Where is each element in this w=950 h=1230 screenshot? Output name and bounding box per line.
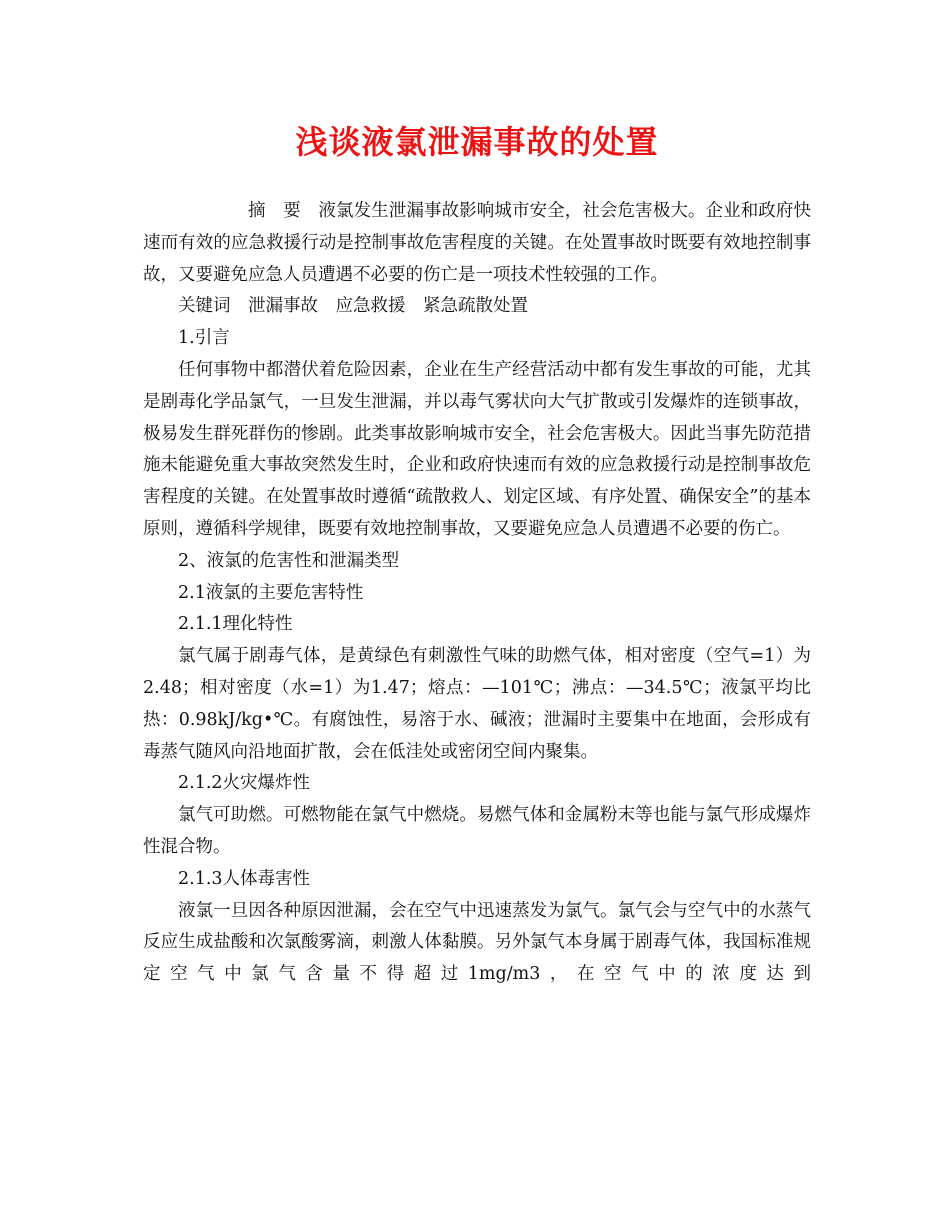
subsection-heading-fire-explosion: 2.1.2火灾爆炸性	[178, 773, 311, 794]
fire-explosion-paragraph: 氯气可助燃。可燃物能在氯气中燃烧。易燃气体和金属粉末等也能与氯气形成爆炸性混合物。	[143, 805, 811, 857]
document-title: 浅谈液氯泄漏事故的处置	[295, 123, 659, 161]
toxicity-paragraph: 液氯一旦因各种原因泄漏，会在空气中迅速蒸发为氯气。氯气会与空气中的水蒸气反应生成盐酸和次氯酸雾滴，刺激人体黏膜。另外氯气本身属于剧毒气体，我国标准规定空气中氯气含量不得超过1mg/m3，在空气中的浓度达到	[143, 900, 811, 985]
subsection-heading-toxicity: 2.1.3人体毒害性	[178, 868, 311, 889]
introduction-paragraph: 任何事物中都潜伏着危险因素，企业在生产经营活动中都有发生事故的可能，尤其是剧毒化学品氯气，一旦发生泄漏，并以毒气雾状向大气扩散或引发爆炸的连锁事故，极易发生群死群伤的惨剧。此类事故影响城市安全，社会危害极大。因此当事先防范措施未能避免重大事故突然发生时，企业和政府快速而有效的应急救援行动是控制事故危害程度的关键。在处置事故时遵循“疏散救人、划定区域、有序处置、确保安全”的基本原则，遵循科学规律，既要有效地控制事故，又要避免应急人员遭遇不必要的伤亡。	[143, 359, 811, 539]
physical-chemical-paragraph: 氯气属于剧毒气体，是黄绿色有刺激性气味的助燃气体，相对密度（空气=1）为2.48；相对密度（水=1）为1.47；熔点：—101℃；沸点：—34.5℃；液氯平均比热：0.98kJ/kg•℃。有腐蚀性，易溶于水、碱液；泄漏时主要集中在地面，会形成有毒蒸气随风向沿地面扩散，会在低洼处或密闭空间内聚集。	[143, 646, 811, 762]
keywords-line: 关键词 泄漏事故 应急救援 紧急疏散处置	[178, 296, 528, 317]
subsection-heading-physical-chemical: 2.1.1理化特性	[178, 614, 293, 635]
abstract-paragraph: 摘 要 液氯发生泄漏事故影响城市安全，社会危害极大。企业和政府快速而有效的应急救援行动是控制事故危害程度的关键。在处置事故时既要有效地控制事故，又要避免应急人员遭遇不必要的伤亡是一项技术性较强的工作。	[143, 201, 811, 285]
document-page	[143, 118, 811, 991]
section-heading-introduction: 1.引言	[178, 328, 230, 349]
section-heading-hazards: 2、液氯的危害性和泄漏类型	[178, 550, 400, 571]
subsection-heading-main-hazards: 2.1液氯的主要危害特性	[178, 582, 364, 603]
